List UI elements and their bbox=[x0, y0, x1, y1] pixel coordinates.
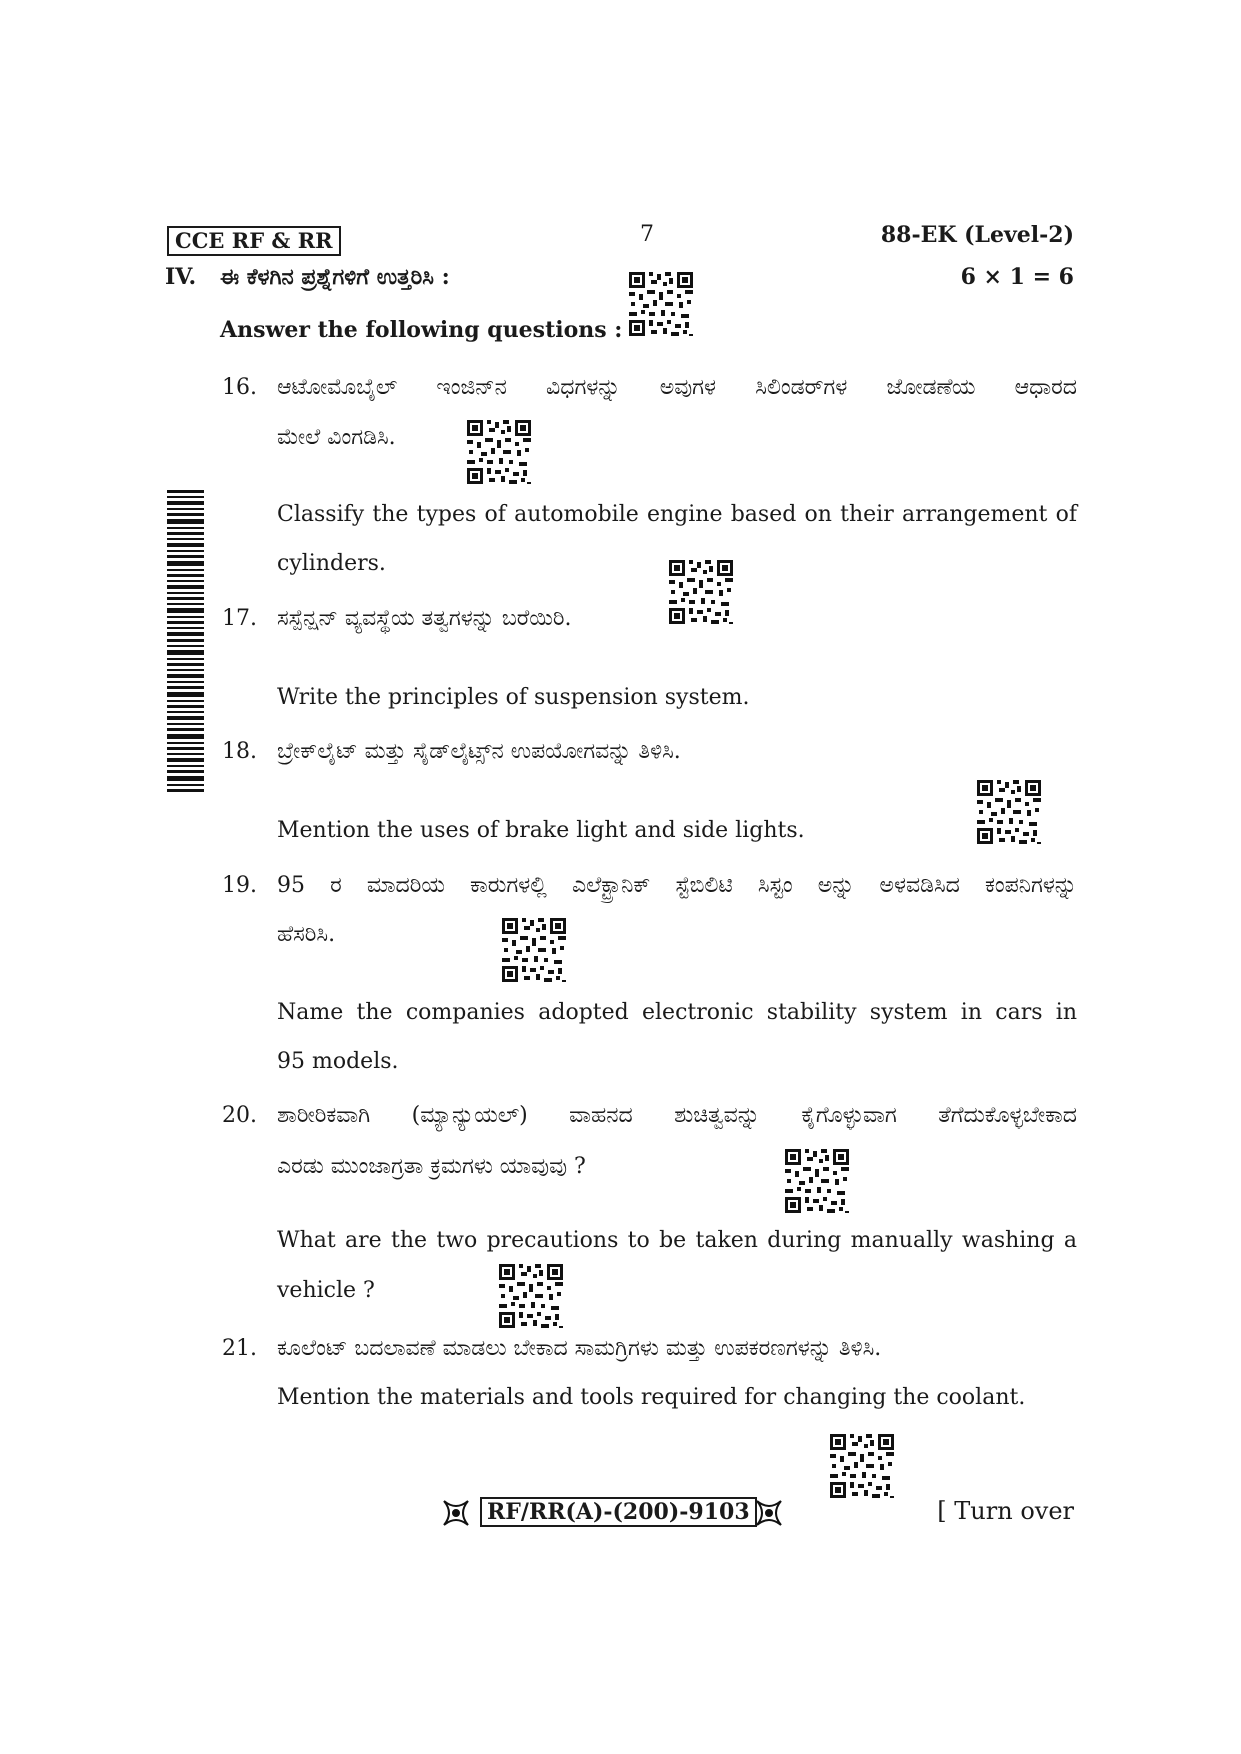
header-left-label: CCE RF & RR bbox=[167, 226, 341, 256]
question-number: 18. bbox=[222, 739, 257, 764]
question-text-english: vehicle ? bbox=[277, 1278, 375, 1303]
question-number: 17. bbox=[222, 606, 257, 631]
question-number: 16. bbox=[222, 375, 257, 400]
section-instruction-kannada: ಈ ಕೆಳಗಿನ ಪ್ರಶ್ನೆಗಳಿಗೆ ಉತ್ತರಿಸಿ : bbox=[220, 264, 450, 290]
ornament-icon bbox=[753, 1497, 785, 1529]
qr-code-icon bbox=[500, 916, 568, 984]
question-text-kannada: ಸಸ್ಪೆನ್ಷನ್ ವ್ಯವಸ್ಥೆಯ ತತ್ವಗಳನ್ನು ಬರೆಯಿರಿ. bbox=[277, 606, 572, 631]
question-text-english: What are the two precautions to be taken during manually washing a bbox=[277, 1228, 1077, 1253]
question-text-english: cylinders. bbox=[277, 551, 386, 576]
question-text-kannada: ಆಟೋಮೊಬೈಲ್ ಇಂಜಿನ್‌ನ ವಿಧಗಳನ್ನು ಅವುಗಳ ಸಿಲಿಂಡರ್‌ಗಳ ಜೋಡಣೆಯ ಆಧಾರದ bbox=[277, 375, 1077, 400]
question-text-english: Write the principles of suspension system. bbox=[277, 685, 750, 710]
qr-code-icon bbox=[667, 558, 735, 626]
ornament-icon bbox=[440, 1497, 472, 1529]
question-number: 19. bbox=[222, 873, 257, 898]
question-text-english: Mention the uses of brake light and side lights. bbox=[277, 818, 805, 843]
question-text-kannada: ಶಾರೀರಿಕವಾಗಿ (ಮ್ಯಾನ್ಯುಯಲ್) ವಾಹನದ ಶುಚಿತ್ವವನ್ನು ಕೈಗೊಳ್ಳುವಾಗ ತೆಗೆದುಕೊಳ್ಳಬೇಕಾದ bbox=[277, 1103, 1077, 1128]
document-code: RF/RR(A)-(200)-9103 bbox=[480, 1497, 757, 1527]
question-text-kannada: 95 ರ ಮಾದರಿಯ ಕಾರುಗಳಲ್ಲಿ ಎಲೆಕ್ಟ್ರಾನಿಕ್ ಸ್ಟೆಬಿಲಿಟಿ ಸಿಸ್ಟಂ ಅನ್ನು ಅಳವಡಿಸಿದ ಕಂಪನಿಗಳನ್ನು bbox=[277, 873, 1077, 898]
qr-code-icon bbox=[627, 270, 695, 338]
question-text-english: 95 models. bbox=[277, 1049, 399, 1074]
qr-code-icon bbox=[465, 418, 533, 486]
question-text-kannada: ಬ್ರೇಕ್‌ಲೈಟ್ ಮತ್ತು ಸೈಡ್‌ಲೈಟ್ಸ್‌ನ ಉಪಯೋಗವನ್ನು ತಿಳಿಸಿ. bbox=[277, 739, 681, 764]
qr-code-icon bbox=[975, 778, 1043, 846]
header-right-label: 88-EK (Level-2) bbox=[880, 222, 1074, 248]
qr-code-icon bbox=[783, 1147, 851, 1215]
section-number: IV. bbox=[165, 264, 197, 290]
question-text-kannada: ಕೂಲೆಂಟ್ ಬದಲಾವಣೆ ಮಾಡಲು ಬೇಕಾದ ಸಾಮಗ್ರಿಗಳು ಮತ್ತು ಉಪಕರಣಗಳನ್ನು ತಿಳಿಸಿ. bbox=[277, 1336, 882, 1361]
section-instruction-english: Answer the following questions : bbox=[220, 317, 623, 343]
turn-over-label: [ Turn over bbox=[937, 1497, 1074, 1525]
section-marks: 6 × 1 = 6 bbox=[960, 264, 1074, 290]
question-text-english: Name the companies adopted electronic stability system in cars in bbox=[277, 1000, 1077, 1025]
question-text-english: Mention the materials and tools required for changing the coolant. bbox=[277, 1385, 1026, 1410]
page-number: 7 bbox=[640, 222, 654, 247]
question-text-kannada: ಎರಡು ಮುಂಜಾಗ್ರತಾ ಕ್ರಮಗಳು ಯಾವುವು ? bbox=[277, 1154, 586, 1179]
question-number: 21. bbox=[222, 1336, 257, 1361]
question-text-english: Classify the types of automobile engine based on their arrangement of bbox=[277, 502, 1077, 527]
qr-code-icon bbox=[497, 1262, 565, 1330]
question-text-kannada: ಹೆಸರಿಸಿ. bbox=[277, 922, 336, 947]
qr-code-icon bbox=[828, 1432, 896, 1500]
question-number: 20. bbox=[222, 1103, 257, 1128]
barcode-icon bbox=[167, 490, 204, 794]
question-text-kannada: ಮೇಲೆ ವಿಂಗಡಿಸಿ. bbox=[277, 425, 396, 450]
